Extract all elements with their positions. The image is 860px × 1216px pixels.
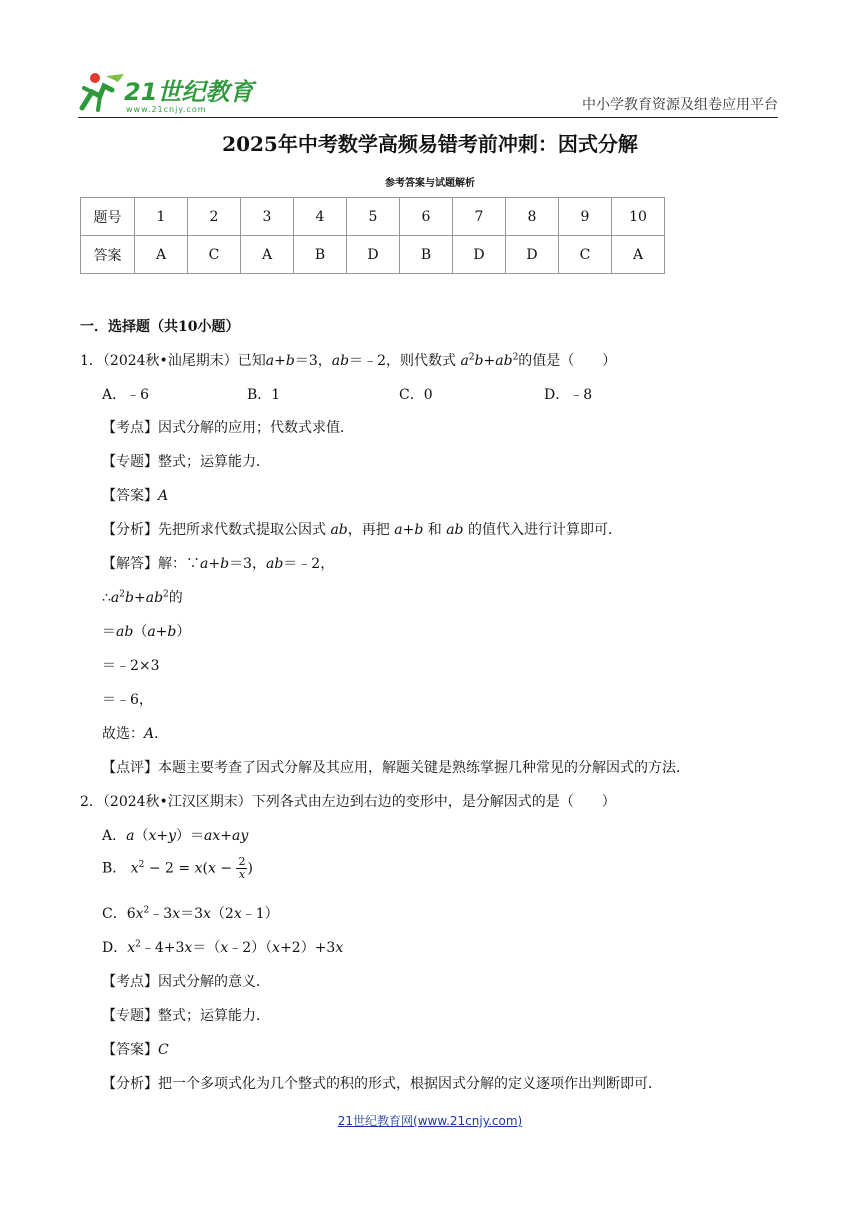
table-cell: D	[347, 236, 400, 274]
q1-kaodian: 【考点】因式分解的应用；代数式求值．	[102, 420, 354, 436]
table-cell: C	[188, 236, 241, 274]
q1-choice: 故选：A．	[102, 726, 169, 742]
analysis-label: 【分析】	[102, 522, 158, 538]
table-cell: D	[506, 236, 559, 274]
page-title: 2025年中考数学高频易错考前冲刺：因式分解	[222, 132, 638, 156]
q1-step-2: $\therefore a^2b+ab^2$的	[102, 589, 183, 606]
svg-text:www.21cnjy.com: www.21cnjy.com	[126, 105, 207, 114]
page-header	[78, 64, 778, 120]
table-cell: D	[453, 236, 506, 274]
table-cell: 5	[347, 198, 400, 236]
question-1-prefix: 1．（2024秋•汕尾期末）已知	[80, 353, 266, 369]
table-cell: 8	[506, 198, 559, 236]
table-cell: 4	[294, 198, 347, 236]
option-b: B．1	[247, 387, 281, 403]
answer-table	[80, 197, 665, 274]
table-cell: 10	[612, 198, 665, 236]
option-a: A．﹣6	[102, 387, 150, 403]
answer-label: 【答案】	[102, 488, 158, 504]
q1-answer	[102, 485, 168, 505]
table-cell: B	[400, 236, 453, 274]
choice-value: A	[144, 726, 155, 742]
q2-option-a: A．a（x+y）＝ax+ay	[102, 828, 249, 844]
answer-label: 【答案】	[102, 1042, 158, 1058]
logo-21cnjy	[78, 68, 258, 116]
q2-option-b: B． $x^2 - 2 = x(x$ − $\frac{2}{x}$ )	[102, 855, 253, 881]
platform-label: 中小学教育资源及组卷应用平台	[582, 97, 778, 113]
q1-step-5: ＝﹣6，	[102, 692, 153, 708]
table-cell: 2	[188, 198, 241, 236]
q1-jieda: 【解答】解：∵a+b＝3，ab＝﹣2，	[102, 556, 335, 572]
table-cell: C	[559, 236, 612, 274]
table-header-cell: 答案	[81, 236, 135, 274]
table-cell: A	[135, 236, 188, 274]
q2-option-c: C．$6x^2﹣3x=3x(2x﹣1)$	[102, 905, 279, 922]
q1-zhuanti: 【专题】整式；运算能力．	[102, 454, 270, 470]
header-divider	[78, 117, 778, 118]
table-row-answers	[81, 236, 665, 274]
question-2-stem: 2．（2024秋•江汉区期末）下列各式由左边到右边的变形中，是分解因式的是（ ）	[80, 794, 616, 810]
table-header-cell: 题号	[81, 198, 135, 236]
fraction-2-over-x: $\frac{2}{x}$	[238, 855, 246, 881]
q1-fenxi: 【分析】先把所求代数式提取公因式 ab，再把 a+b 和 ab 的值代入进行计算即可．	[102, 522, 622, 538]
table-cell: 6	[400, 198, 453, 236]
solution-label: 【解答】	[102, 556, 158, 572]
table-cell: 7	[453, 198, 506, 236]
table-cell: 3	[241, 198, 294, 236]
q1-step-4: ＝﹣2×3	[102, 658, 160, 674]
section-title: 一．选择题（共10小题）	[80, 319, 240, 335]
table-cell: 9	[559, 198, 612, 236]
table-cell: B	[294, 236, 347, 274]
table-cell: 1	[135, 198, 188, 236]
svg-text:21世纪教育: 21世纪教育	[124, 78, 254, 106]
q2-answer	[102, 1039, 169, 1059]
q1-step-3: ＝ab（a+b）	[102, 624, 191, 640]
question-1-stem: 1．（2024秋•汕尾期末）已知a+b＝3，ab＝﹣2，则代数式 $a^2b+ab^2$的值是（ ）	[80, 352, 617, 369]
page-subtitle: 参考答案与试题解析	[385, 178, 475, 189]
q2-zhuanti: 【专题】整式；运算能力．	[102, 1008, 270, 1024]
answer-value: C	[158, 1042, 169, 1058]
q1-dianping: 【点评】本题主要考查了因式分解及其应用，解题关键是熟练掌握几种常见的分解因式的方法．	[102, 760, 690, 776]
table-cell: A	[241, 236, 294, 274]
q2-kaodian: 【考点】因式分解的意义．	[102, 974, 270, 990]
option-d: D．﹣8	[544, 387, 593, 403]
q2-fenxi: 【分析】把一个多项式化为几个整式的积的形式，根据因式分解的定义逐项作出判断即可．	[102, 1076, 662, 1092]
option-c: C．0	[399, 387, 433, 403]
answer-value: A	[158, 488, 169, 504]
choice-label: 故选：	[102, 726, 144, 742]
table-cell: A	[612, 236, 665, 274]
q2-option-d: D．$x^2﹣4+3x=(x﹣2)(x+2)+3x$	[102, 939, 344, 956]
footer-link[interactable]: 21世纪教育网(www.21cnjy.com)	[337, 1114, 523, 1128]
table-row-numbers	[81, 198, 665, 236]
